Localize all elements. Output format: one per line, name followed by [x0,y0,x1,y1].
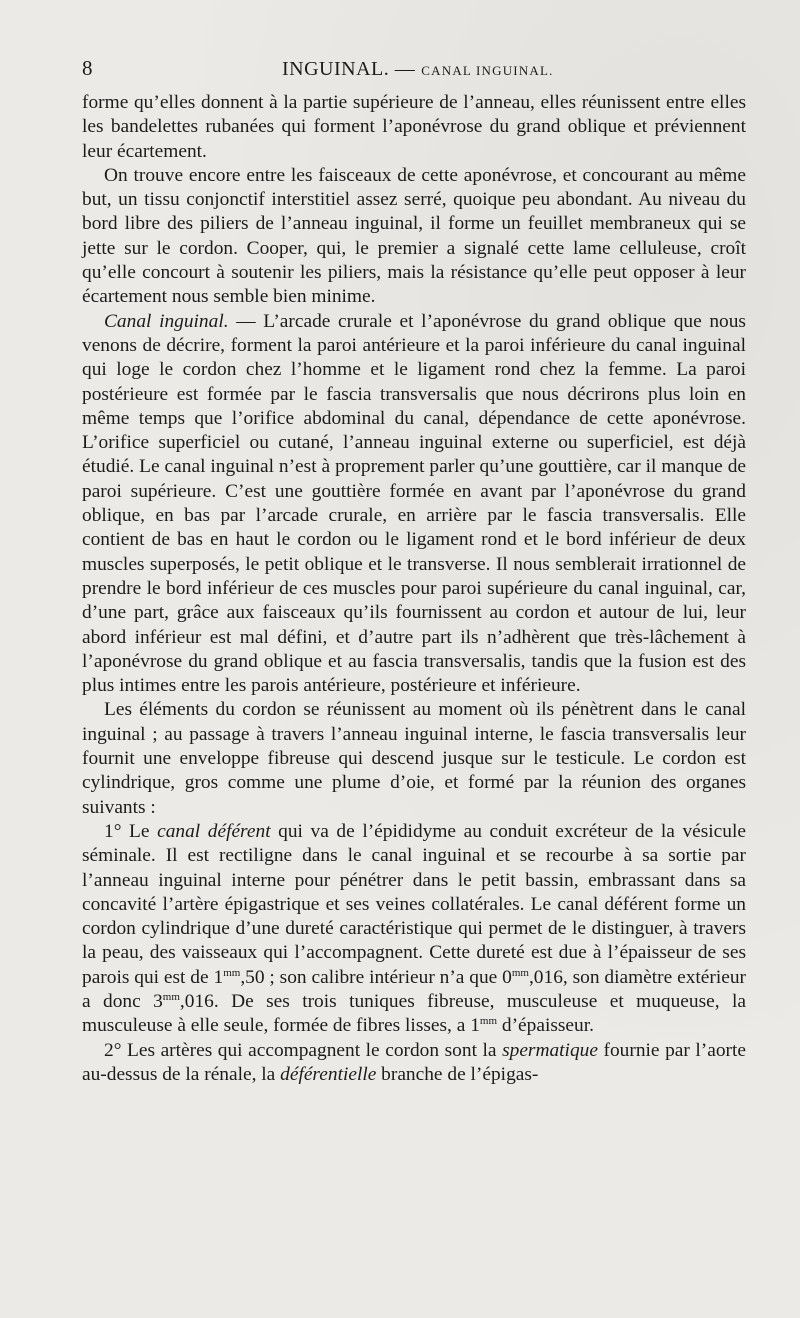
paragraph-5-text-a: qui va de l’épididyme au conduit excréteur de la vésicule séminale. Il est rectiligne dans le canal inguinal et se recourbe à sa sortie par l’anneau inguinal interne pour pénétrer dans le petit bassin, embrassant dans sa concavité l’artère épigastrique et ses veines collatérales. Le canal déférent forme un cordon cylindrique d’une dureté caractéristique qui permet de le distinguer, à travers la peau, des vaisseaux qui l’accompagnent. Cette dureté est due à l’épaisseur de ses parois qui est de 1 [82,820,746,988]
unit-sup-4: mm [479,1015,498,1028]
unit-sup-1: mm [223,966,241,979]
paragraph-5-text-e: d’épaisseur. [497,1015,594,1037]
running-header [82,56,760,86]
paragraph-6-text-a: 2° Les artères qui accompagnent le cordon sont la [104,1039,503,1061]
paragraph-6-text-c: branche de l’épigas- [376,1063,539,1085]
term-spermatique: spermatique [502,1039,598,1061]
unit-sup-3: mm [162,990,180,1003]
unit-sup-2: mm [511,966,529,979]
paragraph-3 [82,310,746,699]
paragraph-5-text-d: ,016. De ses trois tuniques fibreuse, musculeuse et muqueuse, la musculeuse à elle seule, formée de fibres lisses, a 1 [82,990,746,1037]
paragraph-2: On trouve encore entre les faisceaux de cette aponévrose, et concourant au même but, un tissu conjonctif interstitiel assez serré, quoique peu abondant. Au niveau du bord libre des piliers de l’anneau inguinal, il forme un feuillet membraneux qui se jette sur le cordon. Cooper, qui, le premier a signalé cette lame celluleuse, croît qu’elle concourt à soutenir les piliers, mais la résistance qu’elle peut opposer à leur écartement nous semble bien minime. [82,164,746,308]
term-canal-deferent: canal déférent [157,820,271,842]
item-number-1: 1° Le [104,820,158,842]
term-deferentielle: déférentielle [280,1063,377,1085]
paragraph-1: forme qu’elles donnent à la partie supérieure de l’anneau, elles réunissent entre elles les bandelettes rubanées qui forment l’aponévrose du grand oblique et préviennent leur écartement. [82,92,746,162]
paragraph-5 [82,820,746,1039]
paragraph-3-body: — L’arcade crurale et l’aponévrose du grand oblique que nous venons de décrire, forment la paroi antérieure et la paroi inférieure du canal inguinal qui loge le cordon chez l’homme et le ligament rond chez la femme. La paroi postérieure est formée par le fascia transversalis que nous décrirons plus loin en même temps que l’orifice abdominal du canal, dépendance de cette aponévrose. L’orifice superficiel ou cutané, l’anneau inguinal externe ou superficiel, est déjà étudié. Le canal inguinal n’est à proprement parler qu’une gouttière, car il manque de paroi supérieure. C’est une gouttière formée en avant par l’aponévrose du grand oblique, en bas par l’arcade crurale, en arrière par le fascia transversalis. Elle contient de bas en haut le cordon ou le ligament rond et le bord inférieur de deux muscles superposés, le petit oblique et le transverse. Il nous semblerait irrationnel de prendre le bord inférieur de ces muscles pour paroi supérieure du canal inguinal, car, d’une part, grâce aux faisceaux qu’ils fournissent au cordon et autour de lui, leur abord inférieur est mal défini, et d’autre part ils n’adhèrent que très-lâchement à l’aponévrose du grand oblique et au fascia transversalis, tandis que la fusion est des plus intimes entre les parois antérieure, postérieure et inférieure. [82,310,746,697]
page-number: 8 [82,56,93,80]
body-text [82,91,746,1087]
header-subtitle: CANAL INGUINAL. [421,63,554,78]
paragraph-5-text-b: ,50 ; son calibre intérieur n’a que 0 [240,966,512,988]
paragraph-5-text-c: ,016, son diamètre extérieur a donc 3 [82,966,747,1012]
paragraph-6-text-b: fournie par l’aorte au-dessus de la rénale, la [82,1039,746,1085]
paragraph-6 [82,1039,746,1088]
header-title: INGUINAL. — [282,58,416,80]
paragraph-4: Les éléments du cordon se réunissent au moment où ils pénètrent dans le canal inguinal ; au passage à travers l’anneau inguinal interne, le fascia transversalis leur fournit une enveloppe fibreuse qui descend jusque sur le testicule. Le cordon est cylindrique, gros comme une plume d’oie, et formé par la réunion des organes suivants : [82,699,746,818]
section-title-canal-inguinal: Canal inguinal. [104,310,229,332]
